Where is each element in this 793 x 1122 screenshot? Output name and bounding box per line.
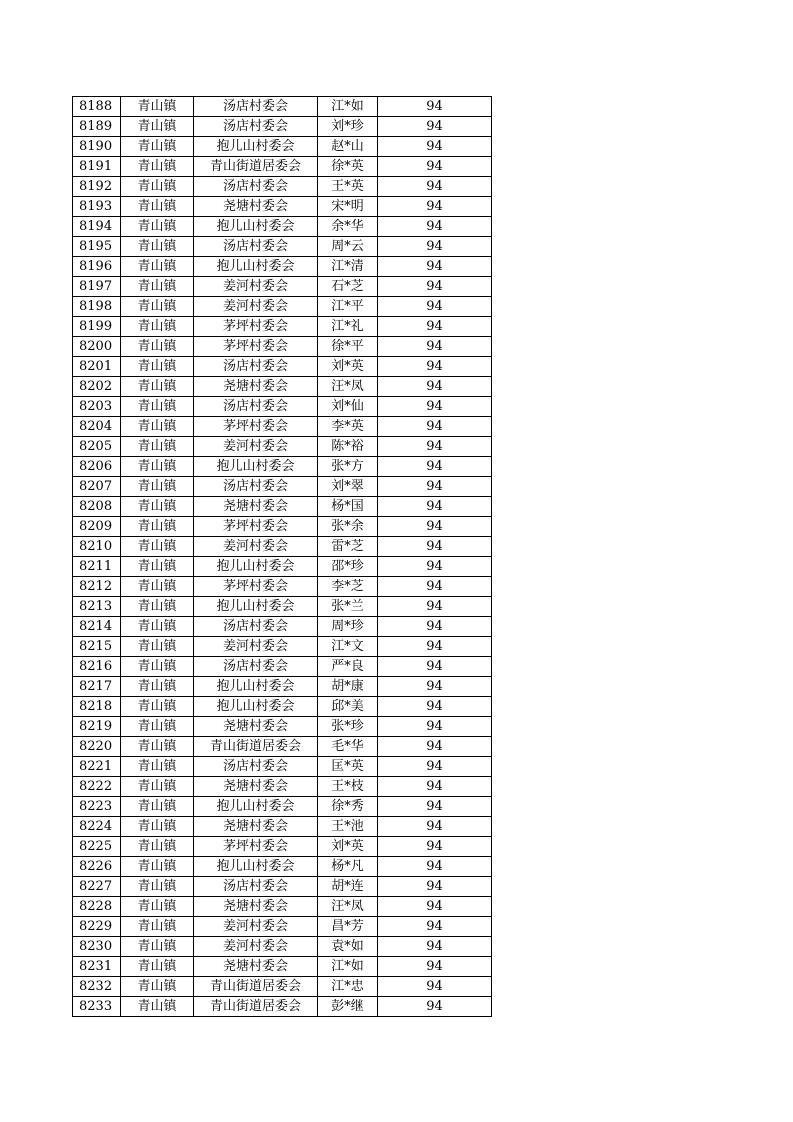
town-cell: 青山镇 (121, 517, 194, 537)
committee-cell: 抱儿山村委会 (194, 217, 318, 237)
score-cell: 94 (378, 377, 492, 397)
table-row (73, 157, 492, 177)
table-row (73, 277, 492, 297)
record-number-cell: 8232 (73, 977, 121, 997)
table-row (73, 237, 492, 257)
record-number-cell: 8213 (73, 597, 121, 617)
town-cell: 青山镇 (121, 937, 194, 957)
person-name-cell: 石*芝 (318, 277, 378, 297)
score-cell: 94 (378, 877, 492, 897)
committee-cell: 姜河村委会 (194, 917, 318, 937)
person-name-cell: 汪*凤 (318, 377, 378, 397)
table-row (73, 137, 492, 157)
table-row (73, 857, 492, 877)
score-cell: 94 (378, 177, 492, 197)
person-name-cell: 刘*英 (318, 357, 378, 377)
table-row (73, 557, 492, 577)
score-cell: 94 (378, 337, 492, 357)
table-row (73, 817, 492, 837)
record-number-cell: 8190 (73, 137, 121, 157)
person-name-cell: 胡*康 (318, 677, 378, 697)
committee-cell: 茅坪村委会 (194, 517, 318, 537)
town-cell: 青山镇 (121, 97, 194, 117)
record-number-cell: 8227 (73, 877, 121, 897)
town-cell: 青山镇 (121, 157, 194, 177)
person-name-cell: 徐*平 (318, 337, 378, 357)
table-row (73, 357, 492, 377)
score-cell: 94 (378, 317, 492, 337)
person-name-cell: 邱*美 (318, 697, 378, 717)
record-number-cell: 8189 (73, 117, 121, 137)
person-name-cell: 汪*凤 (318, 897, 378, 917)
record-number-cell: 8229 (73, 917, 121, 937)
committee-cell: 尧塘村委会 (194, 957, 318, 977)
table-row (73, 117, 492, 137)
record-number-cell: 8211 (73, 557, 121, 577)
record-number-cell: 8208 (73, 497, 121, 517)
record-number-cell: 8217 (73, 677, 121, 697)
record-number-cell: 8207 (73, 477, 121, 497)
person-name-cell: 江*礼 (318, 317, 378, 337)
person-name-cell: 王*池 (318, 817, 378, 837)
record-number-cell: 8231 (73, 957, 121, 977)
score-cell: 94 (378, 857, 492, 877)
town-cell: 青山镇 (121, 637, 194, 657)
person-name-cell: 刘*翠 (318, 477, 378, 497)
committee-cell: 尧塘村委会 (194, 897, 318, 917)
committee-cell: 抱儿山村委会 (194, 697, 318, 717)
person-name-cell: 王*枝 (318, 777, 378, 797)
record-number-cell: 8199 (73, 317, 121, 337)
record-number-cell: 8222 (73, 777, 121, 797)
town-cell: 青山镇 (121, 177, 194, 197)
record-number-cell: 8225 (73, 837, 121, 857)
committee-cell: 青山街道居委会 (194, 157, 318, 177)
person-name-cell: 李*英 (318, 417, 378, 437)
person-name-cell: 昌*芳 (318, 917, 378, 937)
person-name-cell: 周*珍 (318, 617, 378, 637)
record-number-cell: 8202 (73, 377, 121, 397)
table-row (73, 337, 492, 357)
committee-cell: 姜河村委会 (194, 297, 318, 317)
person-name-cell: 刘*珍 (318, 117, 378, 137)
score-cell: 94 (378, 277, 492, 297)
table-row (73, 917, 492, 937)
town-cell: 青山镇 (121, 277, 194, 297)
committee-cell: 抱儿山村委会 (194, 457, 318, 477)
person-name-cell: 江*如 (318, 97, 378, 117)
table-row (73, 517, 492, 537)
committee-cell: 姜河村委会 (194, 277, 318, 297)
score-cell: 94 (378, 97, 492, 117)
table-row (73, 217, 492, 237)
record-number-cell: 8206 (73, 457, 121, 477)
score-cell: 94 (378, 717, 492, 737)
town-cell: 青山镇 (121, 137, 194, 157)
score-cell: 94 (378, 217, 492, 237)
table-row (73, 457, 492, 477)
person-name-cell: 张*兰 (318, 597, 378, 617)
committee-cell: 尧塘村委会 (194, 817, 318, 837)
score-cell: 94 (378, 557, 492, 577)
committee-cell: 尧塘村委会 (194, 777, 318, 797)
committee-cell: 尧塘村委会 (194, 497, 318, 517)
score-cell: 94 (378, 897, 492, 917)
score-cell: 94 (378, 637, 492, 657)
score-cell: 94 (378, 917, 492, 937)
committee-cell: 抱儿山村委会 (194, 797, 318, 817)
table-row (73, 617, 492, 637)
committee-cell: 姜河村委会 (194, 637, 318, 657)
person-name-cell: 江*清 (318, 257, 378, 277)
score-cell: 94 (378, 777, 492, 797)
score-cell: 94 (378, 577, 492, 597)
person-name-cell: 陈*裕 (318, 437, 378, 457)
record-number-cell: 8203 (73, 397, 121, 417)
committee-cell: 青山街道居委会 (194, 977, 318, 997)
person-name-cell: 江*文 (318, 637, 378, 657)
committee-cell: 茅坪村委会 (194, 417, 318, 437)
town-cell: 青山镇 (121, 997, 194, 1017)
table-row (73, 937, 492, 957)
committee-cell: 青山街道居委会 (194, 737, 318, 757)
score-cell: 94 (378, 657, 492, 677)
record-number-cell: 8214 (73, 617, 121, 637)
town-cell: 青山镇 (121, 497, 194, 517)
table-row (73, 197, 492, 217)
person-name-cell: 王*英 (318, 177, 378, 197)
town-cell: 青山镇 (121, 977, 194, 997)
table-row (73, 497, 492, 517)
score-cell: 94 (378, 437, 492, 457)
committee-cell: 汤店村委会 (194, 657, 318, 677)
person-name-cell: 杨*国 (318, 497, 378, 517)
table-row (73, 957, 492, 977)
person-name-cell: 江*平 (318, 297, 378, 317)
record-number-cell: 8193 (73, 197, 121, 217)
committee-cell: 青山街道居委会 (194, 997, 318, 1017)
table-row (73, 997, 492, 1017)
record-number-cell: 8196 (73, 257, 121, 277)
person-name-cell: 李*芝 (318, 577, 378, 597)
record-number-cell: 8204 (73, 417, 121, 437)
committee-cell: 抱儿山村委会 (194, 257, 318, 277)
town-cell: 青山镇 (121, 337, 194, 357)
town-cell: 青山镇 (121, 957, 194, 977)
record-number-cell: 8224 (73, 817, 121, 837)
record-number-cell: 8218 (73, 697, 121, 717)
town-cell: 青山镇 (121, 597, 194, 617)
table-row (73, 297, 492, 317)
score-cell: 94 (378, 757, 492, 777)
score-cell: 94 (378, 997, 492, 1017)
person-name-cell: 徐*英 (318, 157, 378, 177)
town-cell: 青山镇 (121, 657, 194, 677)
score-cell: 94 (378, 117, 492, 137)
town-cell: 青山镇 (121, 117, 194, 137)
record-number-cell: 8210 (73, 537, 121, 557)
person-name-cell: 张*珍 (318, 717, 378, 737)
score-cell: 94 (378, 837, 492, 857)
committee-cell: 汤店村委会 (194, 357, 318, 377)
record-number-cell: 8219 (73, 717, 121, 737)
table-row (73, 977, 492, 997)
table-row (73, 757, 492, 777)
record-number-cell: 8188 (73, 97, 121, 117)
record-number-cell: 8205 (73, 437, 121, 457)
committee-cell: 抱儿山村委会 (194, 677, 318, 697)
committee-cell: 尧塘村委会 (194, 197, 318, 217)
table-row (73, 477, 492, 497)
person-name-cell: 张*方 (318, 457, 378, 477)
score-cell: 94 (378, 417, 492, 437)
record-number-cell: 8212 (73, 577, 121, 597)
person-name-cell: 杨*凡 (318, 857, 378, 877)
score-cell: 94 (378, 477, 492, 497)
committee-cell: 尧塘村委会 (194, 377, 318, 397)
score-cell: 94 (378, 537, 492, 557)
score-cell: 94 (378, 737, 492, 757)
table-row (73, 737, 492, 757)
table-row (73, 777, 492, 797)
town-cell: 青山镇 (121, 737, 194, 757)
committee-cell: 抱儿山村委会 (194, 857, 318, 877)
person-name-cell: 周*云 (318, 237, 378, 257)
table-row (73, 317, 492, 337)
town-cell: 青山镇 (121, 457, 194, 477)
record-number-cell: 8198 (73, 297, 121, 317)
person-name-cell: 宋*明 (318, 197, 378, 217)
record-number-cell: 8233 (73, 997, 121, 1017)
table-row (73, 677, 492, 697)
town-cell: 青山镇 (121, 557, 194, 577)
table-row (73, 657, 492, 677)
town-cell: 青山镇 (121, 437, 194, 457)
record-number-cell: 8228 (73, 897, 121, 917)
town-cell: 青山镇 (121, 677, 194, 697)
score-cell: 94 (378, 617, 492, 637)
table-row (73, 717, 492, 737)
record-number-cell: 8220 (73, 737, 121, 757)
town-cell: 青山镇 (121, 717, 194, 737)
town-cell: 青山镇 (121, 757, 194, 777)
score-cell: 94 (378, 697, 492, 717)
score-cell: 94 (378, 157, 492, 177)
person-name-cell: 胡*连 (318, 877, 378, 897)
record-number-cell: 8221 (73, 757, 121, 777)
record-number-cell: 8201 (73, 357, 121, 377)
person-name-cell: 严*良 (318, 657, 378, 677)
table-row (73, 397, 492, 417)
record-number-cell: 8197 (73, 277, 121, 297)
record-number-cell: 8215 (73, 637, 121, 657)
town-cell: 青山镇 (121, 797, 194, 817)
person-name-cell: 江*忠 (318, 977, 378, 997)
score-cell: 94 (378, 237, 492, 257)
score-cell: 94 (378, 197, 492, 217)
person-name-cell: 匡*英 (318, 757, 378, 777)
committee-cell: 姜河村委会 (194, 437, 318, 457)
person-name-cell: 余*华 (318, 217, 378, 237)
person-name-cell: 邵*珍 (318, 557, 378, 577)
town-cell: 青山镇 (121, 237, 194, 257)
town-cell: 青山镇 (121, 877, 194, 897)
score-cell: 94 (378, 597, 492, 617)
committee-cell: 抱儿山村委会 (194, 137, 318, 157)
town-cell: 青山镇 (121, 257, 194, 277)
committee-cell: 汤店村委会 (194, 397, 318, 417)
table-row (73, 417, 492, 437)
score-cell: 94 (378, 957, 492, 977)
committee-cell: 抱儿山村委会 (194, 557, 318, 577)
table-row (73, 877, 492, 897)
records-table-body (73, 97, 492, 1017)
committee-cell: 汤店村委会 (194, 97, 318, 117)
committee-cell: 茅坪村委会 (194, 337, 318, 357)
score-cell: 94 (378, 137, 492, 157)
committee-cell: 茅坪村委会 (194, 577, 318, 597)
table-row (73, 637, 492, 657)
score-cell: 94 (378, 397, 492, 417)
town-cell: 青山镇 (121, 377, 194, 397)
town-cell: 青山镇 (121, 197, 194, 217)
person-name-cell: 彭*继 (318, 997, 378, 1017)
person-name-cell: 江*如 (318, 957, 378, 977)
table-row (73, 437, 492, 457)
town-cell: 青山镇 (121, 317, 194, 337)
records-table (72, 96, 492, 1017)
record-number-cell: 8195 (73, 237, 121, 257)
town-cell: 青山镇 (121, 777, 194, 797)
table-row (73, 797, 492, 817)
score-cell: 94 (378, 797, 492, 817)
person-name-cell: 赵*山 (318, 137, 378, 157)
record-number-cell: 8194 (73, 217, 121, 237)
score-cell: 94 (378, 357, 492, 377)
record-number-cell: 8200 (73, 337, 121, 357)
score-cell: 94 (378, 497, 492, 517)
town-cell: 青山镇 (121, 917, 194, 937)
record-number-cell: 8216 (73, 657, 121, 677)
table-row (73, 897, 492, 917)
score-cell: 94 (378, 297, 492, 317)
score-cell: 94 (378, 977, 492, 997)
table-row (73, 837, 492, 857)
town-cell: 青山镇 (121, 697, 194, 717)
table-row (73, 697, 492, 717)
committee-cell: 汤店村委会 (194, 117, 318, 137)
score-cell: 94 (378, 937, 492, 957)
committee-cell: 汤店村委会 (194, 477, 318, 497)
person-name-cell: 雷*芝 (318, 537, 378, 557)
person-name-cell: 徐*秀 (318, 797, 378, 817)
record-number-cell: 8191 (73, 157, 121, 177)
record-number-cell: 8223 (73, 797, 121, 817)
committee-cell: 汤店村委会 (194, 757, 318, 777)
table-row (73, 377, 492, 397)
committee-cell: 抱儿山村委会 (194, 597, 318, 617)
town-cell: 青山镇 (121, 577, 194, 597)
committee-cell: 尧塘村委会 (194, 717, 318, 737)
person-name-cell: 毛*华 (318, 737, 378, 757)
committee-cell: 汤店村委会 (194, 237, 318, 257)
town-cell: 青山镇 (121, 217, 194, 237)
person-name-cell: 张*余 (318, 517, 378, 537)
table-row (73, 597, 492, 617)
table-row (73, 257, 492, 277)
score-cell: 94 (378, 817, 492, 837)
committee-cell: 汤店村委会 (194, 877, 318, 897)
town-cell: 青山镇 (121, 397, 194, 417)
town-cell: 青山镇 (121, 477, 194, 497)
record-number-cell: 8230 (73, 937, 121, 957)
committee-cell: 汤店村委会 (194, 617, 318, 637)
committee-cell: 汤店村委会 (194, 177, 318, 197)
town-cell: 青山镇 (121, 357, 194, 377)
score-cell: 94 (378, 457, 492, 477)
town-cell: 青山镇 (121, 417, 194, 437)
table-row (73, 537, 492, 557)
score-cell: 94 (378, 517, 492, 537)
table-row (73, 577, 492, 597)
record-number-cell: 8209 (73, 517, 121, 537)
record-number-cell: 8192 (73, 177, 121, 197)
person-name-cell: 刘*仙 (318, 397, 378, 417)
score-cell: 94 (378, 257, 492, 277)
town-cell: 青山镇 (121, 897, 194, 917)
committee-cell: 姜河村委会 (194, 937, 318, 957)
town-cell: 青山镇 (121, 837, 194, 857)
town-cell: 青山镇 (121, 537, 194, 557)
table-row (73, 177, 492, 197)
town-cell: 青山镇 (121, 617, 194, 637)
town-cell: 青山镇 (121, 297, 194, 317)
score-cell: 94 (378, 677, 492, 697)
committee-cell: 茅坪村委会 (194, 837, 318, 857)
person-name-cell: 袁*如 (318, 937, 378, 957)
person-name-cell: 刘*英 (318, 837, 378, 857)
record-number-cell: 8226 (73, 857, 121, 877)
committee-cell: 茅坪村委会 (194, 317, 318, 337)
table-row (73, 97, 492, 117)
town-cell: 青山镇 (121, 857, 194, 877)
town-cell: 青山镇 (121, 817, 194, 837)
committee-cell: 姜河村委会 (194, 537, 318, 557)
